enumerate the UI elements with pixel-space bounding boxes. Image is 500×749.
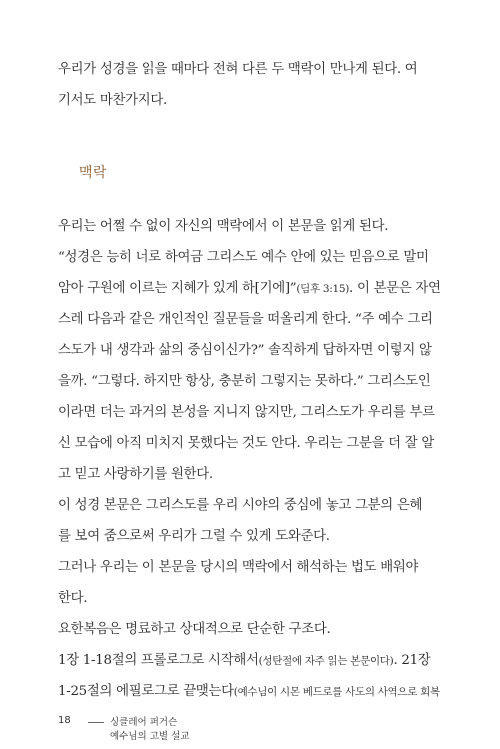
text-line: 한다. [58,591,88,606]
body-paragraph-4 [58,552,454,614]
body-paragraph-6 [58,645,454,676]
text-line: 를 보여 줌으로써 우리가 그럴 수 있게 도와준다. [58,529,330,544]
note-aside: (예수님이 시몬 베드로를 사도의 사역으로 회복 [233,686,440,698]
note-aside: (성탄절에 자주 읽는 본문이다) [258,655,394,667]
text-segment: . 이 본문은 자연 [349,281,441,296]
text-line: 우리가 성경을 읽을 때마다 전혀 다른 두 맥락이 만나게 된다. 여 [58,62,418,77]
text-line [58,273,454,304]
text-line [58,645,454,676]
text-line: 요한복음은 명료하고 상대적으로 단순한 구조다. [58,622,331,637]
text-segment: 1장 1-18절의 프롤로그로 시작해서 [58,653,259,668]
running-title-book: 예수님의 고별 설교 [110,731,190,742]
text-line [58,676,454,707]
section-heading: 맥락 [79,165,108,181]
text-line: 기서도 마찬가지다. [58,93,167,108]
text-segment: 1-25절의 에필로그로 끝맺는다 [58,684,234,699]
body-paragraph-6-cont [58,676,454,707]
body-paragraph-2 [58,242,454,490]
text-line: 이 성경 본문은 그리스도를 우리 시야의 중심에 놓고 그분의 은혜 [58,498,423,513]
body-paragraph-5 [58,614,454,645]
scripture-citation: (딤후 3:15) [296,283,350,295]
body-paragraph-1 [58,211,454,242]
text-line: 이라면 더는 과거의 본성을 지니지 않지만, 그리스도가 우리를 부르 [58,405,435,420]
text-segment: 암아 구원에 이르는 지혜가 있게 하[기에]” [58,281,297,296]
text-line: 스도가 내 생각과 삶의 중심이신가?” 솔직하게 답하자면 이렇지 않 [58,343,432,358]
page-number: 18 [58,715,71,726]
body-paragraph-3 [58,490,454,552]
text-line: 그러나 우리는 이 본문을 당시의 맥락에서 해석하는 법도 배워야 [58,560,419,575]
text-line: 스레 다음과 같은 개인적인 질문들을 떠올리게 한다. “주 예수 그리 [58,312,433,327]
footer-divider [88,722,104,723]
text-line: 고 믿고 사랑하기를 원한다. [58,467,213,482]
text-line: 신 모습에 아직 미치지 못했다는 것도 안다. 우리는 그분을 더 잘 알 [58,436,434,451]
intro-paragraph [58,54,454,116]
text-line: 우리는 어쩔 수 없이 자신의 맥락에서 이 본문을 읽게 된다. [58,219,389,234]
text-segment: . 21장 [393,653,431,668]
running-title-author: 싱클레어 퍼거슨 [110,717,178,728]
text-line: 을까. “그렇다. 하지만 항상, 충분히 그렇지는 못하다.” 그리스도인 [58,374,431,389]
text-line: “성경은 능히 너로 하여금 그리스도 예수 안에 있는 믿음으로 말미 [58,250,429,265]
